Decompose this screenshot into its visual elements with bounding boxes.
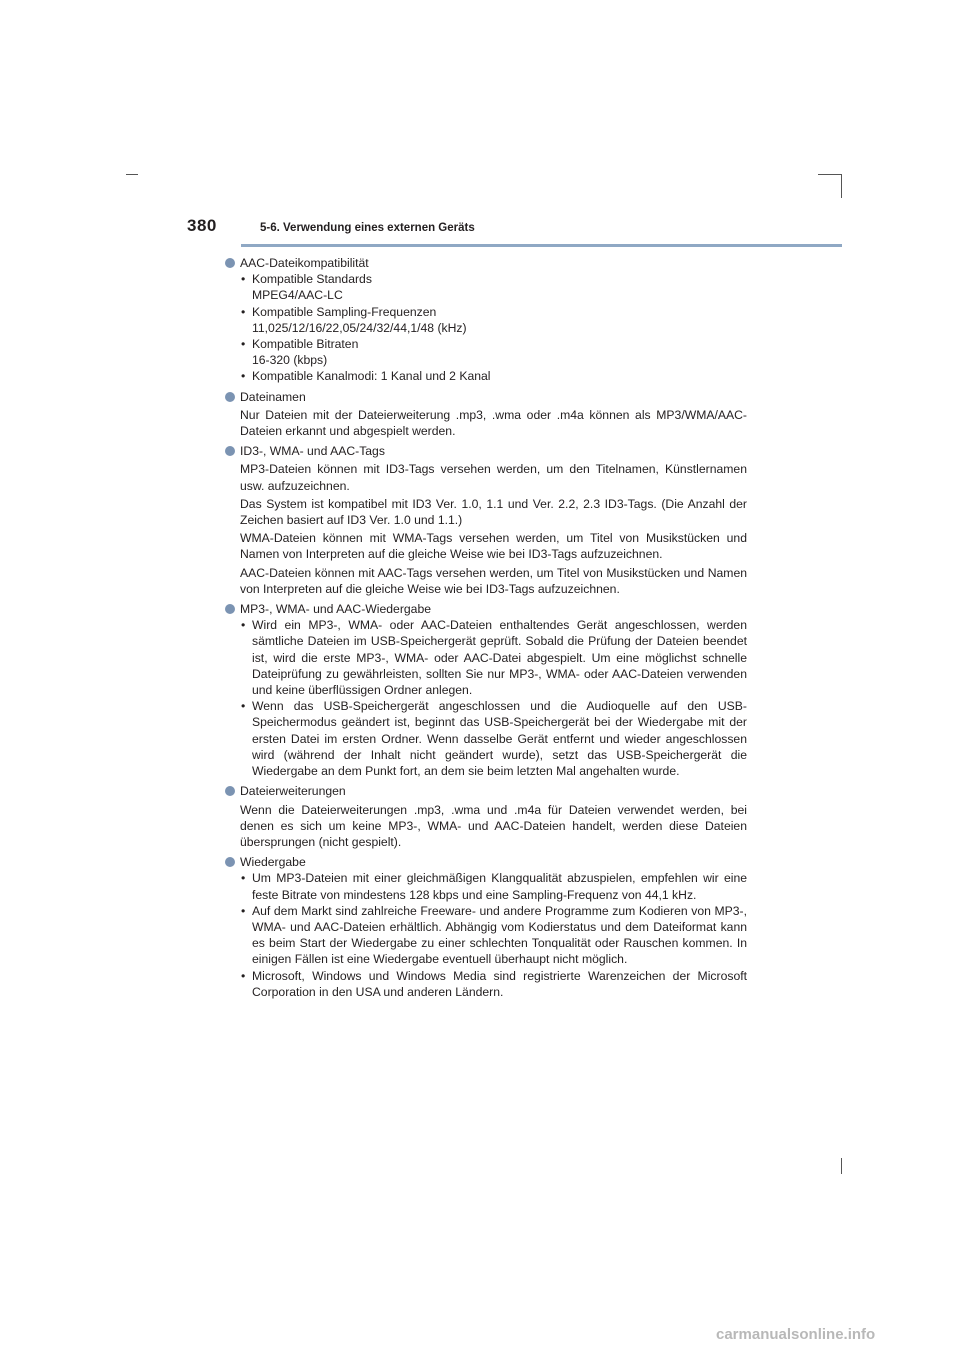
topic-heading-text: AAC-Dateikompatibilität (240, 256, 369, 270)
crop-mark-top-left (126, 174, 138, 175)
topic-heading-text: ID3-, WMA- und AAC-Tags (240, 444, 385, 459)
bullet-icon: • (241, 871, 246, 886)
page-content (225, 255, 747, 1004)
list-item: • Kompatible Bitraten 16-320 (kbps) (240, 336, 747, 368)
list-item-detail: 11,025/12/16/22,05/24/32/44,1/48 (kHz) (252, 320, 467, 335)
bullet-dot-icon (225, 604, 235, 614)
bullet-icon: • (241, 699, 246, 714)
topic-heading-text: Dateierweiterungen (240, 784, 346, 799)
topic-heading (225, 783, 747, 799)
bullet-icon: • (241, 304, 246, 319)
topic-heading (225, 443, 747, 459)
bullet-list (240, 870, 747, 1000)
bullet-dot-icon (225, 258, 235, 268)
bullet-dot-icon (225, 446, 235, 456)
bullet-icon: • (241, 369, 246, 384)
paragraph: WMA-Dateien können mit WMA-Tags versehen werden, um Titel von Musikstücken und Namen von Interpreten auf die gleiche Weise wie bei ID3-Tags aufzuzeichnen. (240, 531, 747, 562)
topic-heading (225, 255, 747, 271)
topic-file-extensions (225, 783, 747, 850)
list-item: • Um MP3-Dateien mit einer gleichmäßigen Klangqualität abzuspielen, empfehlen wir eine feste Bitrate von mindestens 128 kbps und eine Sampling-Frequenz von 44,1 kHz. (241, 871, 747, 902)
bullet-list (240, 617, 747, 779)
list-item: • Kompatible Sampling-Frequenzen 11,025/12/16/22,05/24/32/44,1/48 (kHz) (240, 304, 747, 336)
paragraph: AAC-Dateien können mit AAC-Tags versehen werden, um Titel von Musikstücken und Namen von Interpreten auf die gleiche Weise wie bei ID3-Tags aufzuzeichnen. (240, 565, 747, 596)
list-item-detail: 16-320 (kbps) (252, 353, 328, 368)
topic-heading (225, 389, 747, 405)
header-rule (241, 244, 842, 247)
topic-playback (225, 854, 747, 1000)
topic-aac-compatibility (225, 255, 747, 385)
paragraph: Wenn die Dateierweiterungen .mp3, .wma und .m4a für Dateien verwendet werden, bei denen es sich um keine MP3-, WMA- und AAC-Dateien handelt, werden diese Dateien übersprungen (nicht gespielt). (240, 802, 747, 849)
watermark-logo: carmanualsonline.info (716, 1326, 876, 1343)
topic-heading-text: Wiedergabe (240, 855, 306, 870)
bullet-dot-icon (225, 786, 235, 796)
list-item: • Wenn das USB-Speichergerät angeschlossen und die Audioquelle auf den USB-Speichermodus geändert ist, beginnt das USB-Speichergerät bei der Wiedergabe mit der ersten Datei im ersten Ordner. Wenn dasselbe Gerät entfernt und wieder angeschlossen wird (während der Inhalt nicht geändert wurde), setzt das USB-Speichergerät die Wiedergabe an dem Punkt fort, an dem sie beim letzten Mal angehalten wurde. (241, 699, 747, 779)
topic-heading (225, 854, 747, 870)
bullet-icon: • (241, 968, 246, 983)
list-item-detail: MPEG4/AAC-LC (252, 288, 343, 303)
crop-mark-bottom-right (841, 1158, 842, 1174)
bullet-dot-icon (225, 392, 235, 402)
topic-filenames (225, 389, 747, 440)
paragraph: MP3-Dateien können mit ID3-Tags versehen werden, um den Titelnamen, Künstlernamen usw. aufzuzeichnen. (240, 462, 747, 493)
topic-heading (225, 601, 747, 617)
bullet-dot-icon (225, 857, 235, 867)
topic-heading-text: Dateinamen (240, 389, 306, 404)
crop-mark-top-right-h (818, 174, 842, 175)
list-item: • Auf dem Markt sind zahlreiche Freeware- und andere Programme zum Kodieren von MP3-, WMA- und AAC-Dateien erhältlich. Abhängig vom Kodierstatus und dem Dateiformat kann es beim Start der Wiedergabe zu einer schlechten Tonqualität oder Rauschen kommen. In einigen Fällen ist eine Wiedergabe eventuell überhaupt nicht möglich. (241, 903, 747, 967)
page-number: 380 (187, 216, 217, 235)
topic-heading-text: MP3-, WMA- und AAC-Wiedergabe (240, 602, 432, 617)
paragraph: Nur Dateien mit der Dateierweiterung .mp3, .wma oder .m4a können als MP3/WMA/AAC-Dateien erkannt und abgespielt werden. (240, 407, 747, 439)
topic-playback-mp3-wma-aac (225, 601, 747, 779)
bullet-icon: • (241, 618, 246, 633)
crop-mark-top-right-v (841, 174, 842, 198)
bullet-icon: • (241, 272, 246, 287)
paragraph: Das System ist kompatibel mit ID3 Ver. 1.0, 1.1 und Ver. 2.2, 2.3 ID3-Tags. (Die Anzahl der Zeichen basiert auf ID3 Ver. 1.0 und 1.1.) (240, 496, 747, 528)
bullet-icon: • (241, 903, 246, 918)
section-title: 5-6. Verwendung eines externen Geräts (260, 222, 475, 234)
list-item: • Kompatible Kanalmodi: 1 Kanal und 2 Kanal (241, 369, 491, 384)
list-item: • Wird ein MP3-, WMA- oder AAC-Dateien enthaltendes Gerät angeschlossen, werden sämtliche Dateien im USB-Speichergerät geprüft. Sobald die Prüfung der Dateien beendet ist, wird die erste MP3-, WMA- oder AAC-Datei abgespielt. Um eine möglichst schnelle Dateiprüfung zu gewährleisten, sollten Sie nur MP3-, WMA- oder AAC-Dateien verwenden und keine überflüssigen Ordner anlegen. (241, 618, 747, 698)
bullet-list (240, 271, 747, 384)
list-item: • Microsoft, Windows und Windows Media sind registrierte Warenzeichen der Microsoft Corporation in den USA und anderen Ländern. (241, 968, 747, 999)
topic-tags (225, 443, 747, 597)
list-item: • Kompatible Standards MPEG4/AAC-LC (240, 271, 747, 303)
bullet-icon: • (241, 337, 246, 352)
